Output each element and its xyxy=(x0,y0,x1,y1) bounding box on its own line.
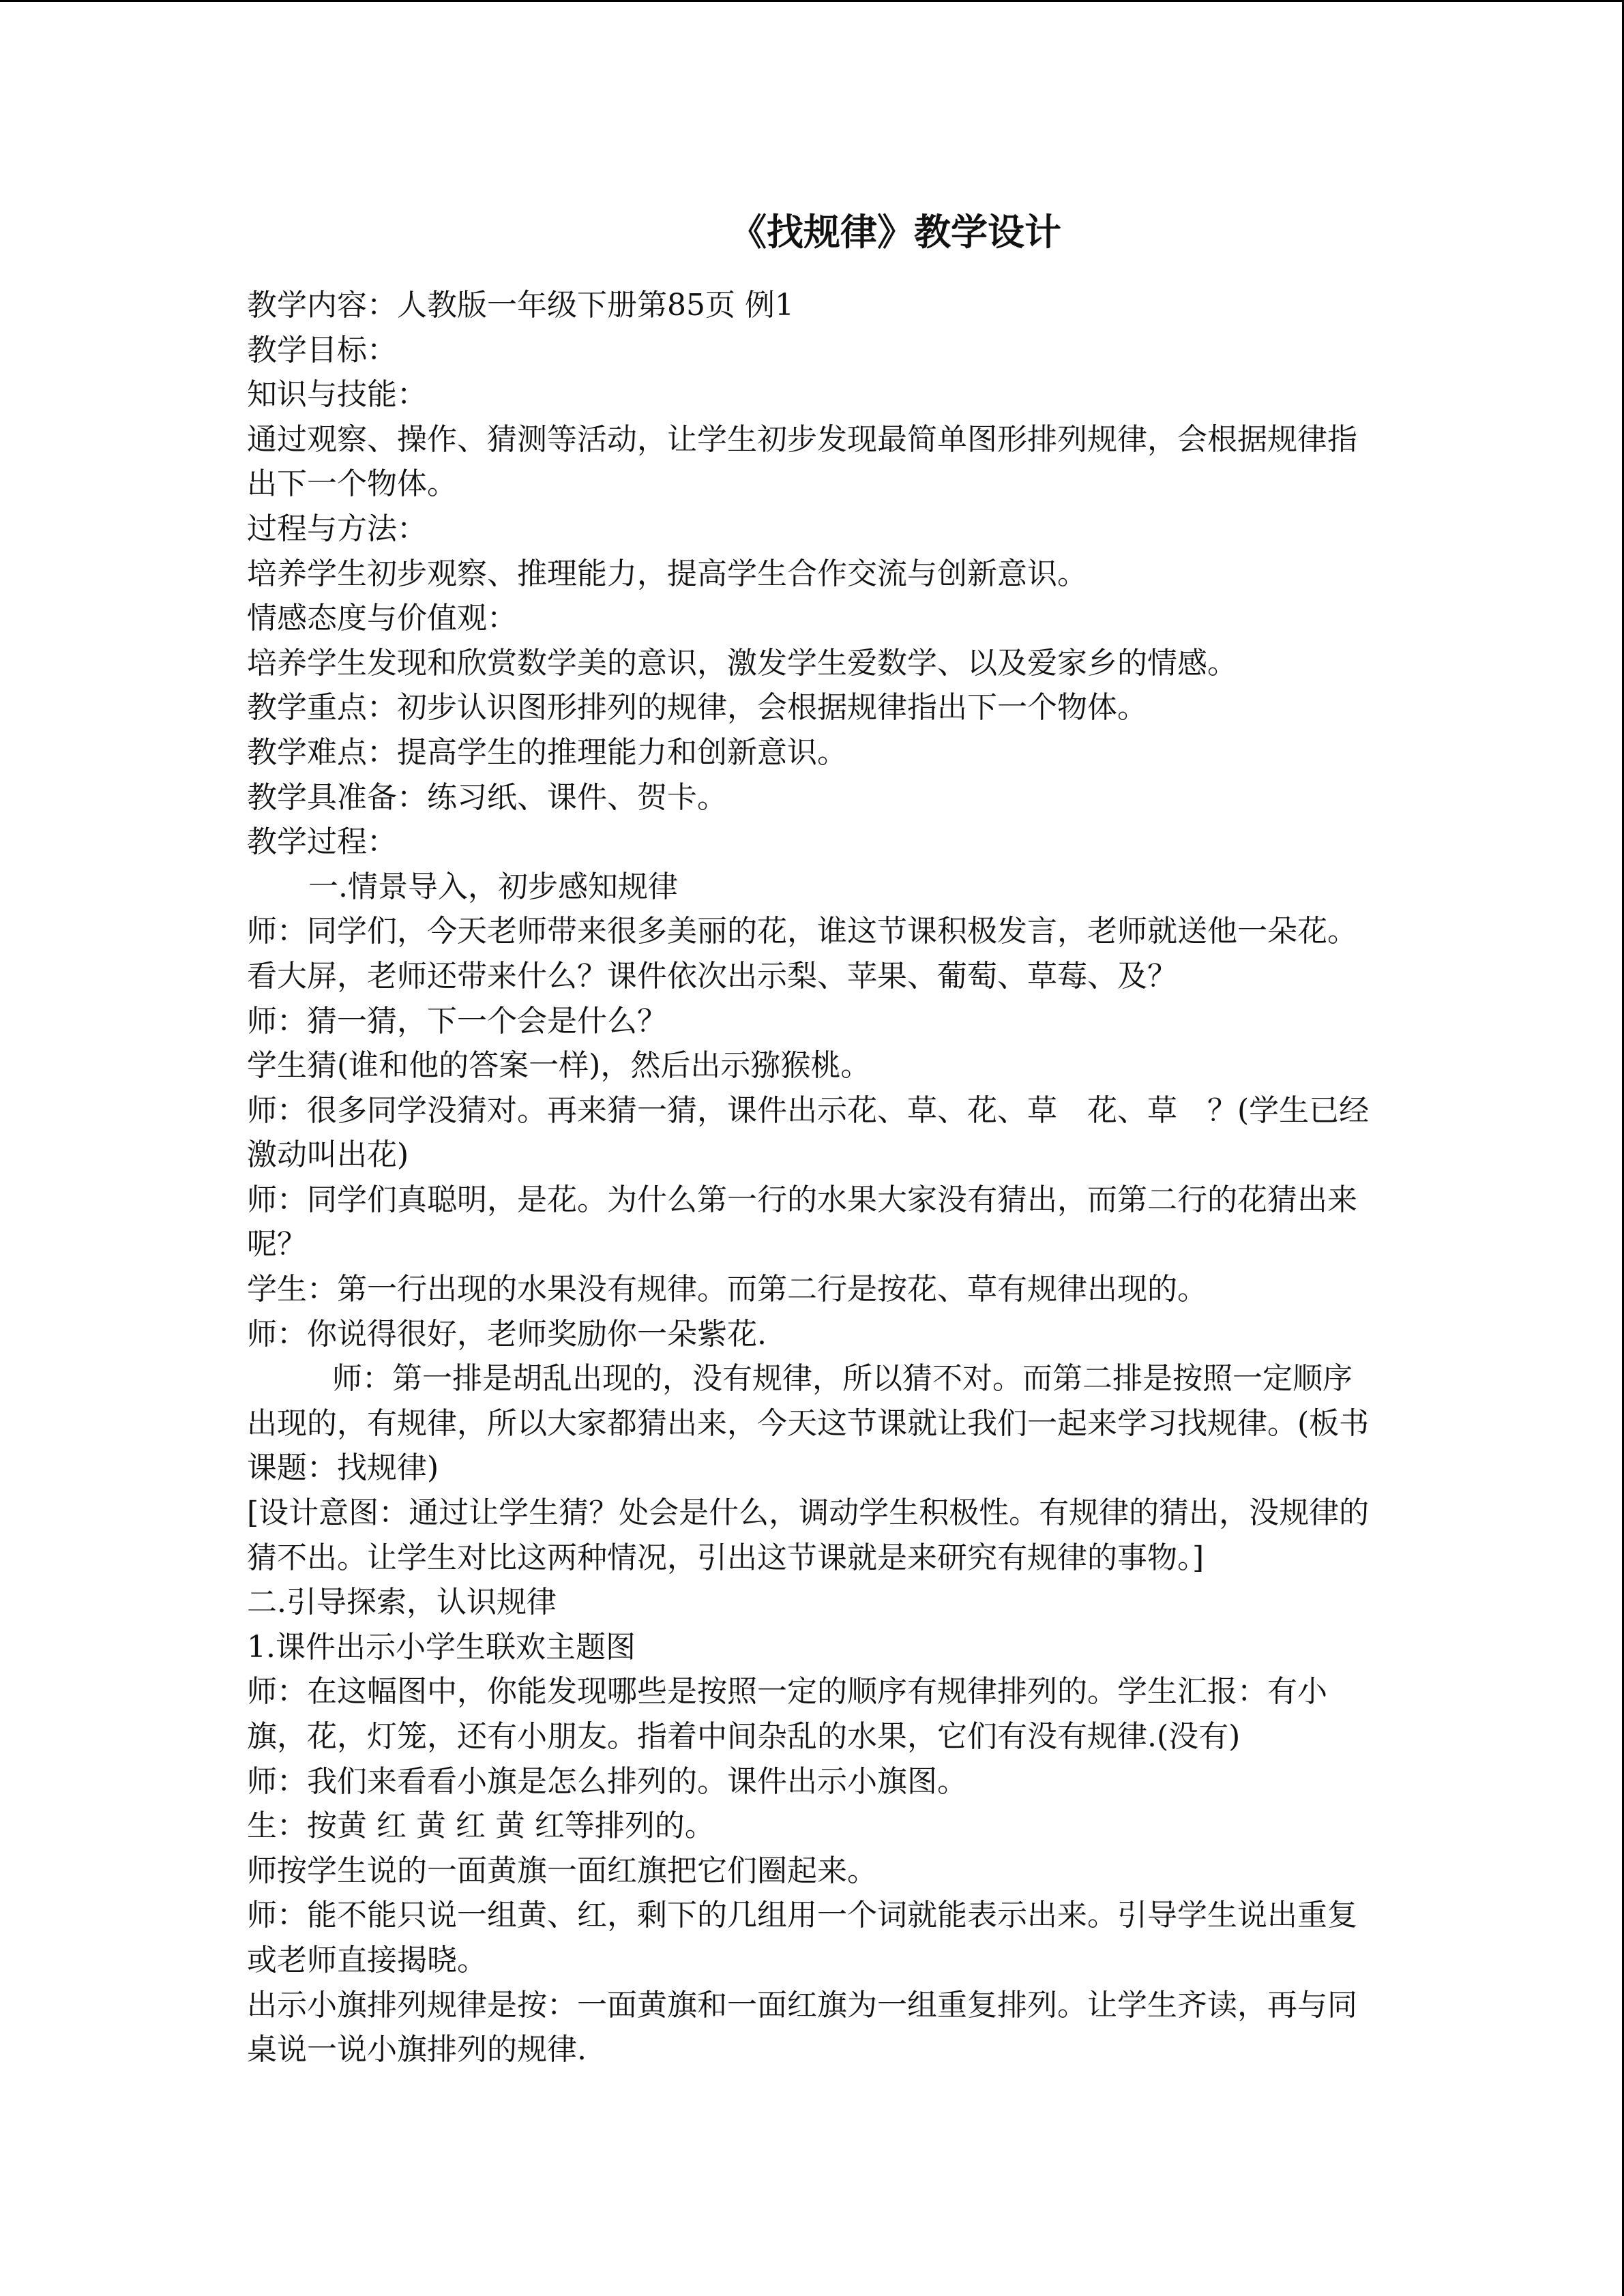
paragraph-teacher-summary: 师：第一排是胡乱出现的，没有规律，所以猜不对。而第二排是按照一定顺序出现的，有规律，所以大家都猜出来，今天这节课就让我们一起来学习找规律。(板书课题：找规律) xyxy=(247,1361,1370,1486)
paragraph-process-method: 培养学生初步观察、推理能力，提高学生合作交流与创新意识。 xyxy=(247,556,1087,591)
paragraph-teacher-reward: 师：你说得很好，老师奖励你一朵紫花. xyxy=(247,1316,767,1352)
paragraph-knowledge-skills-heading: 知识与技能： xyxy=(247,377,427,413)
paragraph-design-intent: [设计意图：通过让学生猜？处会是什么，调动学生积极性。有规律的猜出，没规律的猜不出。让学生对比这两种情况，引出这节课就是来研究有规律的事物。] xyxy=(247,1495,1370,1575)
paragraph-emotion: 培养学生发现和欣赏数学美的意识，激发学生爱数学、以及爱家乡的情感。 xyxy=(247,645,1237,681)
paragraph-teacher-circle: 师按学生说的一面黄旗一面红旗把它们圈起来。 xyxy=(247,1853,877,1888)
document-body xyxy=(247,283,1379,2072)
section-heading-2: 二.引导探索，认识规律 xyxy=(247,1585,557,1620)
paragraph-process-heading: 教学过程： xyxy=(247,824,397,860)
paragraph-teacher-guess: 师：猜一猜，下一个会是什么？ xyxy=(247,1003,667,1039)
document-title: 《找规律》教学设计 xyxy=(730,210,1061,254)
paragraph-student-guess: 学生猜(谁和他的答案一样)，然后出示猕猴桃。 xyxy=(247,1048,871,1084)
paragraph-student-flags: 生：按黄 红 黄 红 黄 红等排列的。 xyxy=(247,1808,715,1844)
section-heading-1: 一.情景导入，初步感知规律 xyxy=(308,869,678,904)
paragraph-teacher-flags: 师：我们来看看小旗是怎么排列的。课件出示小旗图。 xyxy=(247,1763,967,1799)
paragraph-difficulty: 教学难点：提高学生的推理能力和创新意识。 xyxy=(247,734,847,770)
paragraph-materials: 教学具准备：练习纸、课件、贺卡。 xyxy=(247,779,727,815)
paragraph-flag-rule: 出示小旗排列规律是按：一面黄旗和一面红旗为一组重复排列。让学生齐读，再与同桌说一说小旗排列的规律. xyxy=(247,1987,1357,2068)
paragraph-emotion-heading: 情感态度与价值观： xyxy=(247,601,517,636)
paragraph-teacher-guess-again: 师：很多同学没猜对。再来猜一猜，课件出示花、草、花、草 花、草 ？(学生已经激动叫出花) xyxy=(247,1092,1370,1173)
paragraph-teacher-picture: 师：在这幅图中，你能发现哪些是按照一定的顺序有规律排列的。学生汇报：有小旗，花，灯笼，还有小朋友。指着中间杂乱的水果，它们有没有规律.(没有) xyxy=(247,1674,1327,1754)
paragraph-teacher-repeat: 师：能不能只说一组黄、红，剩下的几组用一个词就能表示出来。引导学生说出重复或老师直接揭晓。 xyxy=(247,1898,1357,1978)
paragraph-student-answer: 学生：第一行出现的水果没有规律。而第二行是按花、草有规律出现的。 xyxy=(247,1272,1207,1307)
paragraph-item-1: 1.课件出示小学生联欢主题图 xyxy=(247,1629,636,1665)
paragraph-teacher-smart: 师：同学们真聪明，是花。为什么第一行的水果大家没有猜出，而第二行的花猜出来呢？ xyxy=(247,1182,1357,1262)
paragraph-key-point: 教学重点：初步认识图形排列的规律，会根据规律指出下一个物体。 xyxy=(247,690,1147,726)
paragraph-teaching-content: 教学内容：人教版一年级下册第85页 例1 xyxy=(247,288,794,323)
paragraph-process-method-heading: 过程与方法： xyxy=(247,511,427,546)
paragraph-knowledge-skills: 通过观察、操作、猜测等活动，让学生初步发现最简单图形排列规律，会根据规律指出下一个物体。 xyxy=(247,421,1357,502)
paragraph-teaching-goals-heading: 教学目标： xyxy=(247,332,397,368)
paragraph-teacher-intro: 师：同学们，今天老师带来很多美丽的花，谁这节课积极发言，老师就送他一朵花。看大屏，老师还带来什么？课件依次出示梨、苹果、葡萄、草莓、及？ xyxy=(247,914,1357,994)
